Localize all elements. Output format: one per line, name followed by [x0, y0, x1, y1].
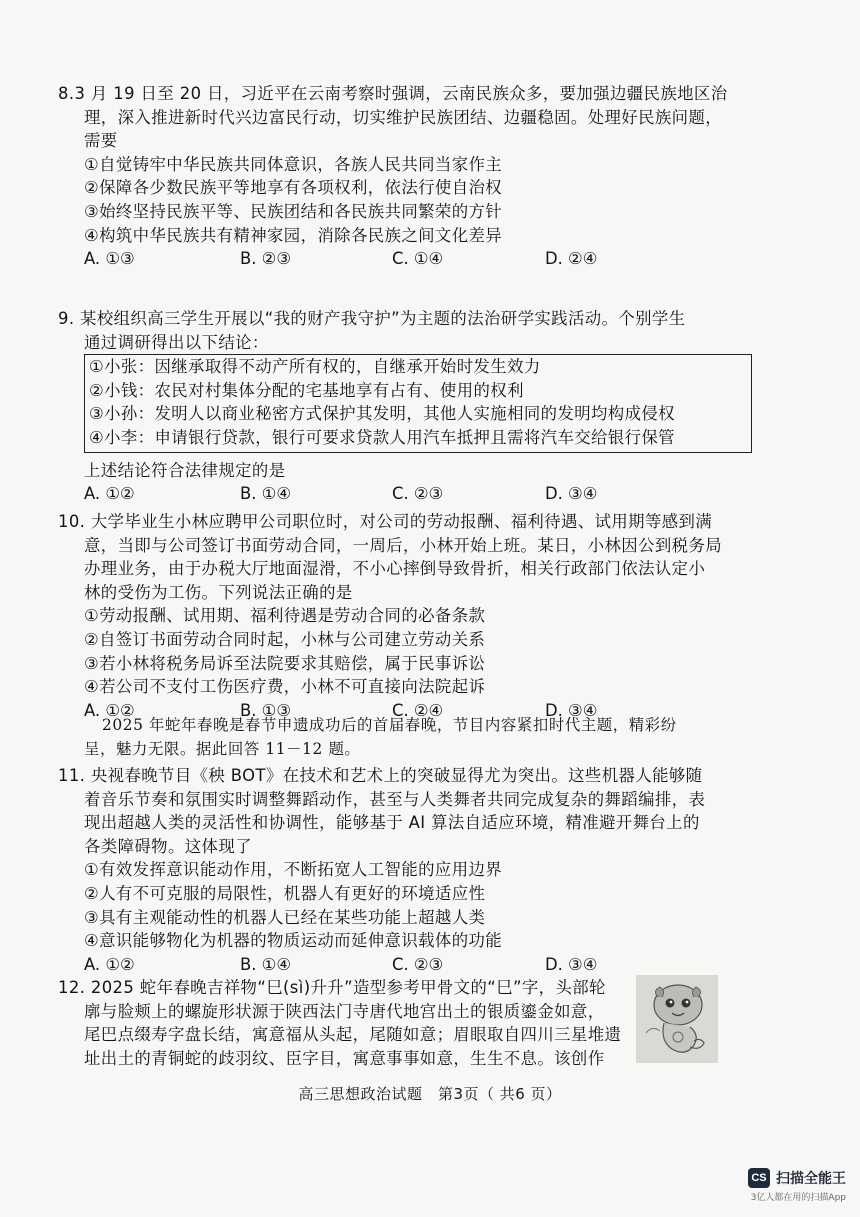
question-11-line-3: 现出超越人类的灵活性和协调性，能够基于 AI 算法自适应环境，精准避开舞台上的 — [84, 813, 700, 833]
option-c: C. ①④ — [392, 249, 444, 269]
option-a: A. ①② — [84, 484, 135, 504]
question-11-line-2: 着音乐节奏和氛围实时调整舞蹈动作，甚至与人类舞者共同完成复杂的舞蹈编排，表 — [84, 789, 706, 809]
brand-name: 扫描全能王 — [776, 1171, 846, 1187]
question-10-item-1: ①劳动报酬、试用期、福利待遇是劳动合同的必备条款 — [84, 606, 486, 626]
question-8-item-4: ④构筑中华民族共有精神家园，消除各民族之间文化差异 — [84, 225, 503, 245]
option-b: B. ①④ — [240, 484, 292, 504]
scanner-watermark — [748, 1168, 846, 1203]
question-8-line-1: 8.3 月 19 日至 20 日，习近平在云南考察时强调，云南民族众多，要加强边疆民族地区治 — [58, 84, 728, 103]
brand-tagline: 3亿人都在用的扫描App — [750, 1193, 846, 1203]
question-10-line-3: 办理业务，由于办税大厅地面湿滑，不小心摔倒导致骨折，相关行政部门依法认定小 — [84, 559, 706, 579]
option-b: B. ①④ — [240, 954, 292, 974]
option-d: D. ③④ — [545, 484, 598, 504]
mascot-image — [636, 975, 718, 1063]
question-12-line-3: 尾巴点缀寿字盘长结，寓意福从头起，尾随如意；眉眼取自四川三星堆遗 — [84, 1025, 622, 1045]
question-9-options — [62, 482, 752, 506]
question-12-line-2: 廓与脸颊上的螺旋形状源于陕西法门寺唐代地宫出土的银质鎏金如意， — [84, 1001, 605, 1021]
question-8-item-2: ②保障各少数民族平等地享有各项权利，依法行使自治权 — [84, 178, 503, 198]
question-9 — [58, 307, 752, 506]
conclusion-2: ②小钱：农民对村集体分配的宅基地享有占有、使用的权利 — [89, 380, 524, 400]
conclusion-1: ①小张：因继承取得不动产所有权的，自继承开始时发生效力 — [89, 357, 541, 377]
question-12-line-4: 址出土的青铜蛇的歧羽纹、臣字目，寓意事事如意，生生不息。该创作 — [84, 1048, 605, 1068]
question-9-line-2: 通过调研得出以下结论： — [84, 332, 269, 352]
question-11-options — [62, 953, 752, 977]
question-10-item-3: ③若小林将税务局诉至法院要求其赔偿，属于民事诉讼 — [84, 653, 486, 673]
question-8 — [58, 82, 752, 271]
question-8-line-3: 需要 — [84, 131, 118, 151]
question-8-item-1: ①自觉铸牢中华民族共同体意识，各族人民共同当家作主 — [84, 154, 503, 174]
camscanner-logo-icon: CS — [748, 1168, 770, 1188]
question-11-item-3: ③具有主观能动性的机器人已经在某些功能上超越人类 — [84, 907, 486, 927]
question-9-prompt: 上述结论符合法律规定的是 — [84, 460, 286, 480]
question-11-line-1: 11. 央视春晚节目《秧 BOT》在技术和艺术上的突破显得尤为突出。这些机器人能够随 — [58, 766, 703, 785]
question-8-options — [62, 247, 752, 271]
conclusion-4: ④小李：申请银行贷款，银行可要求贷款人用汽车抵押且需将汽车交给银行保管 — [89, 427, 675, 447]
question-10-item-4: ④若公司不支付工伤医疗费，小林不可直接向法院起诉 — [84, 677, 486, 697]
question-11-item-2: ②人有不可克服的局限性，机器人有更好的环境适应性 — [84, 883, 486, 903]
option-a: A. ①② — [84, 954, 135, 974]
question-10-line-4: 林的受伤为工伤。下列说法正确的是 — [84, 582, 353, 602]
question-9-line-1: 9. 某校组织高三学生开展以“我的财产我守护”为主题的法治研学实践活动。个别学生 — [58, 309, 686, 328]
option-b: B. ①③ — [240, 700, 292, 720]
question-12-line-1: 12. 2025 蛇年春晚吉祥物“巳(sì)升升”造型参考甲骨文的“巳”字，头部轮 — [58, 978, 606, 997]
option-d: D. ③④ — [545, 700, 598, 720]
question-11 — [58, 764, 752, 976]
material-intro — [62, 714, 752, 761]
page-footer: 高三思想政治试题 第3页（ 共6 页） — [298, 1085, 562, 1103]
option-c: C. ②③ — [392, 484, 444, 504]
question-10-line-2: 意，当即与公司签订书面劳动合同，一周后，小林开始上班。某日，小林因公到税务局 — [84, 535, 723, 555]
question-10-item-2: ②自签订书面劳动合同时起，小林与公司建立劳动关系 — [84, 629, 486, 649]
question-11-item-4: ④意识能够物化为机器的物质运动而延伸意识载体的功能 — [84, 931, 503, 951]
question-12 — [58, 976, 632, 1070]
option-c: C. ②③ — [392, 954, 444, 974]
material-intro-line-1: 2025 年蛇年春晚是春节申遗成功后的首届春晚，节目内容紧扣时代主题，精彩纷 — [102, 716, 677, 734]
question-9-conclusion-box — [84, 354, 752, 452]
option-a: A. ①② — [84, 700, 135, 720]
option-d: D. ②④ — [545, 249, 598, 269]
option-c: C. ②④ — [392, 700, 444, 720]
question-8-item-3: ③始终坚持民族平等、民族团结和各民族共同繁荣的方针 — [84, 201, 503, 221]
question-8-line-2: 理，深入推进新时代兴边富民行动，切实维护民族团结、边疆稳固。处理好民族问题， — [84, 107, 723, 127]
option-d: D. ③④ — [545, 954, 598, 974]
conclusion-3: ③小孙：发明人以商业秘密方式保护其发明，其他人实施相同的发明均构成侵权 — [89, 404, 675, 424]
question-11-item-1: ①有效发挥意识能动作用，不断拓宽人工智能的应用边界 — [84, 860, 503, 880]
question-10-line-1: 10. 大学毕业生小林应聘甲公司职位时，对公司的劳动报酬、福利待遇、试用期等感到满 — [58, 512, 713, 531]
question-11-line-4: 各类障碍物。这体现了 — [84, 836, 252, 856]
material-intro-line-2: 呈，魅力无限。据此回答 11－12 题。 — [84, 739, 361, 758]
option-a: A. ①③ — [84, 249, 135, 269]
question-10 — [58, 510, 752, 722]
option-b: B. ②③ — [240, 249, 292, 269]
